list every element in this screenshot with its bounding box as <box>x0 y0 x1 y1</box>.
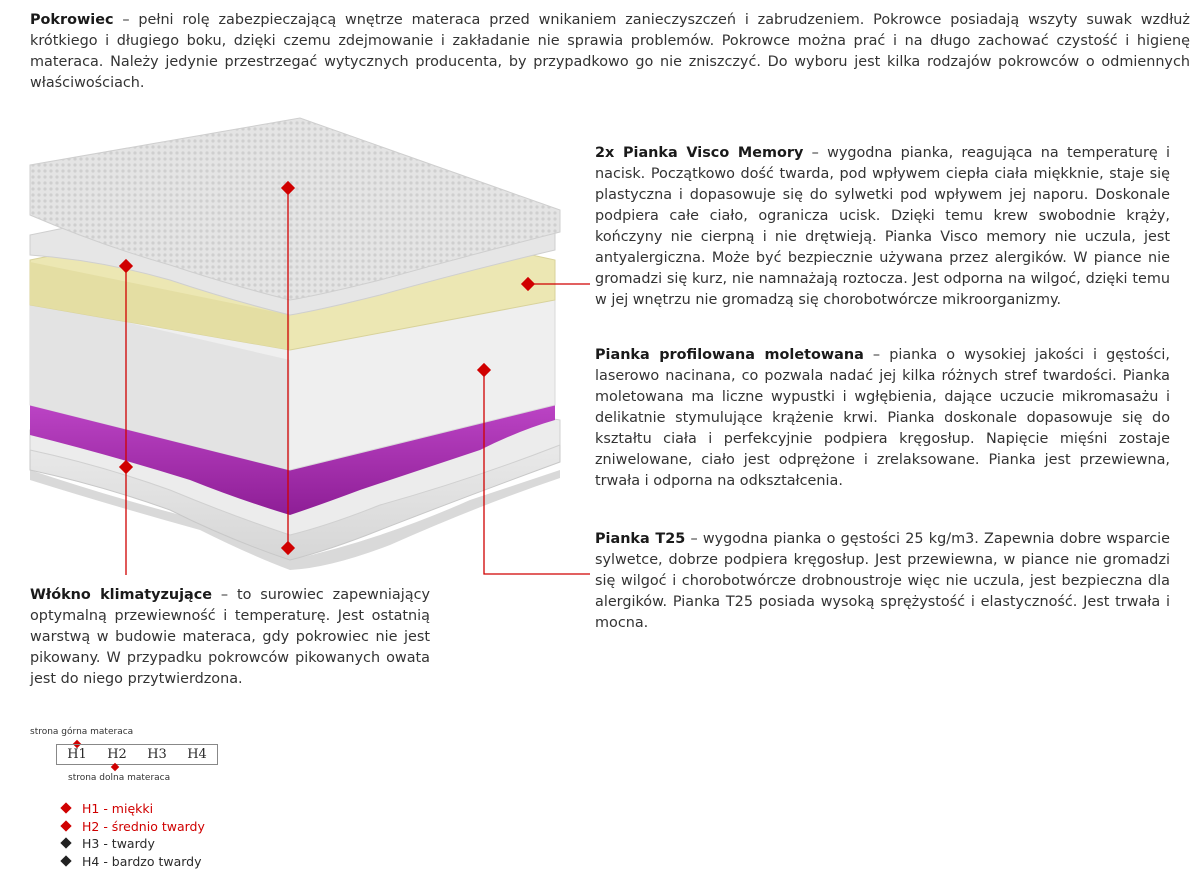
bottom-side-label: strona dolna materaca <box>68 773 171 783</box>
hardness-scale <box>56 744 218 765</box>
diamond-icon <box>60 855 71 866</box>
legend-item-h1: H1 - miękki <box>60 800 205 818</box>
legend-item-h2: H2 - średnio twardy <box>60 818 205 836</box>
hardness-h2: H2 <box>107 747 127 762</box>
hardness-h3: H3 <box>147 747 167 762</box>
cover-title: Pokrowiec <box>30 12 114 28</box>
cover-body: – pełni rolę zabezpieczającą wnętrze materaca przed wnikaniem zanieczyszczeń i zabrudzeniem. Pokrowce posiadają wszyty suwak wzdłuż krótkiego i długiego boku, dzięki czemu zdejmowanie i zakładanie nie sprawia problemów. Pokrowce można prać i na długo zachować czystość i higienę materaca. Należy jedynie przestrzegać wytycznych producenta, by przypadkowo go nie zniszczyć. Do wyboru jest kilka rodzajów pokrowców o odmiennych właściwościach. <box>30 12 1190 91</box>
hardness-h1: H1 <box>67 747 87 762</box>
fibre-title: Włókno klimatyzujące <box>30 587 213 603</box>
diamond-icon <box>60 820 71 831</box>
visco-title: 2x Pianka Visco Memory <box>595 145 804 161</box>
mattress-layers-illustration <box>0 0 600 600</box>
legend-item-h3: H3 - twardy <box>60 835 205 853</box>
top-side-label: strona górna materaca <box>30 727 134 737</box>
visco-body: – wygodna pianka, reagująca na temperaturę i nacisk. Początkowo dość twarda, pod wpływem ciepła ciała miękknie, staje się plastyczna i dopasowuje się do sylwetki pod wpływem jej naporu. Doskonale podpiera całe ciało, ogranicza ucisk. Dzięki temu krew swobodnie krąży, kończyny nie cierpną i nie drętwieją. Pianka Visco memory nie uczula, jest antyalergiczna. Może być bezpiecznie używana przez alergików. W piance nie gromadzi się kurz, nie namnażają roztocza. Jest odporna na wilgoć, dzięki temu w jej wnętrzu nie gromadzą się chorobotwórcze mikroorganizmy. <box>595 145 1170 308</box>
legend-item-h4: H4 - bardzo twardy <box>60 853 205 871</box>
fibre-description <box>30 585 430 690</box>
t25-title: Pianka T25 <box>595 531 686 547</box>
bottom-side-marker <box>110 762 120 772</box>
t25-description <box>595 529 1170 634</box>
profiled-foam-title: Pianka profilowana moletowana <box>595 347 864 363</box>
diamond-icon <box>60 837 71 848</box>
visco-description <box>595 143 1170 311</box>
fibre-body: – to surowiec zapewniający optymalną przewiewność i temperaturę. Jest ostatnią warstwą w budowie materaca, gdy pokrowiec nie jest pikowany. W przypadku pokrowców pikowanych owata jest do niego przytwierdzona. <box>30 587 430 687</box>
hardness-h4: H4 <box>187 747 207 762</box>
t25-body: – wygodna pianka o gęstości 25 kg/m3. Zapewnia dobre wsparcie sylwetce, dobrze podpiera kręgosłup. Jest przewiewna, w piance nie gromadzi się wilgoć i chorobotwórcze drobnoustroje więc nie uczula, jest bezpieczna dla alergików. Pianka T25 posiada wysoką sprężystość i elastyczność. Jest trwała i mocna. <box>595 531 1170 631</box>
profiled-foam-description <box>595 345 1170 492</box>
profiled-foam-body: – pianka o wysokiej jakości i gęstości, laserowo nacinana, co pozwala nadać jej kilka różnych stref twardości. Pianka moletowana ma liczne wypustki i wgłębienia, dające uczucie mikromasażu i delikatnie stymulujące krążenie krwi. Pianka doskonale dopasowuje się do kształtu ciała i perfekcyjnie podpiera kręgosłup. Napięcie mięśni zostaje zniwelowane, ciało jest odprężone i zrelaksowane. Pianka jest przewiewna, trwała i odporna na odkształcenia. <box>595 347 1170 489</box>
diamond-icon <box>60 802 71 813</box>
hardness-legend <box>60 800 205 870</box>
